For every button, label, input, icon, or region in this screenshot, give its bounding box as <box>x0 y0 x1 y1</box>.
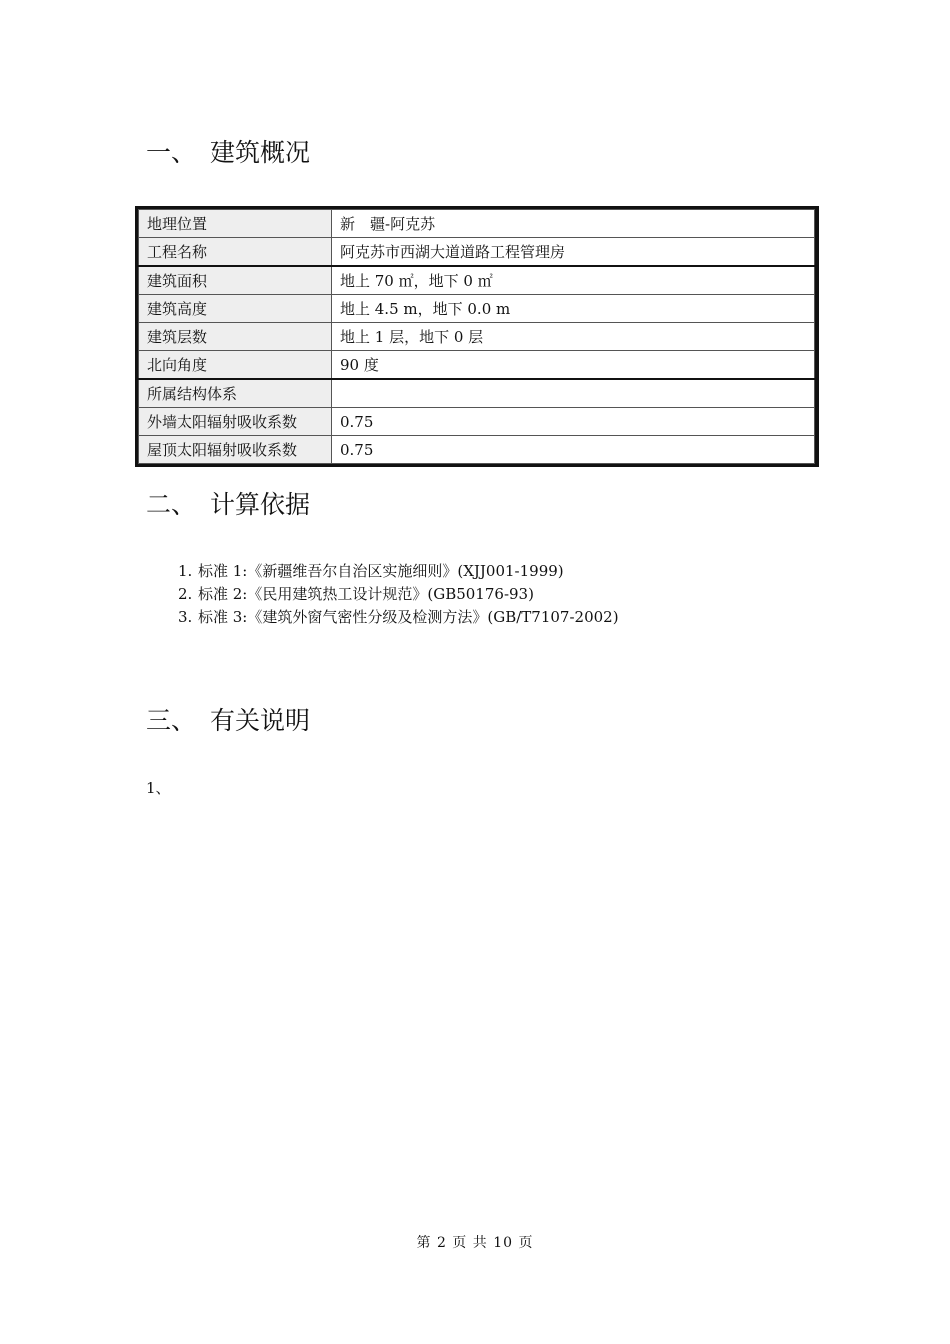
row-label: 所属结构体系 <box>139 379 332 408</box>
section-title: 有关说明 <box>210 706 311 735</box>
section-number: 一、 <box>146 138 197 167</box>
table-row <box>139 408 815 436</box>
page-footer: 第 2 页 共 10 页 <box>416 1235 534 1251</box>
row-label: 北向角度 <box>139 351 332 380</box>
table-row <box>139 238 815 267</box>
section-number: 二、 <box>146 490 197 519</box>
row-value: 0.75 <box>332 436 815 464</box>
row-label: 地理位置 <box>139 210 332 238</box>
row-label: 外墙太阳辐射吸收系数 <box>139 408 332 436</box>
list-index: 1. <box>178 562 193 580</box>
row-value: 地上 4.5 m，地下 0.0 m <box>332 295 815 323</box>
row-value: 90 度 <box>332 351 815 380</box>
row-value: 地上 1 层，地下 0 层 <box>332 323 815 351</box>
row-value: 新 疆-阿克苏 <box>332 210 815 238</box>
row-label: 建筑面积 <box>139 266 332 295</box>
overview-table <box>135 206 819 467</box>
row-value <box>332 379 815 408</box>
list-item <box>178 560 619 583</box>
section-heading-basis <box>146 490 310 520</box>
row-label: 建筑层数 <box>139 323 332 351</box>
list-item <box>178 606 619 629</box>
list-text: 标准 1:《新疆维吾尔自治区实施细则》(XJJ001-1999) <box>198 562 564 580</box>
table-row <box>139 295 815 323</box>
standards-list <box>178 560 619 629</box>
list-text: 标准 2:《民用建筑热工设计规范》(GB50176-93) <box>198 585 534 603</box>
row-label: 工程名称 <box>139 238 332 267</box>
list-index: 3. <box>178 608 193 626</box>
row-value: 阿克苏市西湖大道道路工程管理房 <box>332 238 815 267</box>
table-row <box>139 351 815 380</box>
section-title: 计算依据 <box>210 490 311 519</box>
table-row <box>139 266 815 295</box>
list-item <box>178 583 619 606</box>
section-number: 三、 <box>146 706 197 735</box>
row-label: 建筑高度 <box>139 295 332 323</box>
section-heading-overview <box>146 138 310 168</box>
section-title: 建筑概况 <box>210 138 311 167</box>
section-heading-notes <box>146 706 310 736</box>
list-index: 2. <box>178 585 193 603</box>
row-value: 0.75 <box>332 408 815 436</box>
table-row <box>139 379 815 408</box>
note-text: 1、 <box>146 779 171 797</box>
row-label: 屋顶太阳辐射吸收系数 <box>139 436 332 464</box>
row-value: 地上 70 ㎡，地下 0 ㎡ <box>332 266 815 295</box>
table-row <box>139 436 815 464</box>
list-text: 标准 3:《建筑外窗气密性分级及检测方法》(GB/T7107-2002) <box>198 608 619 626</box>
table-row <box>139 323 815 351</box>
table-row <box>139 210 815 238</box>
